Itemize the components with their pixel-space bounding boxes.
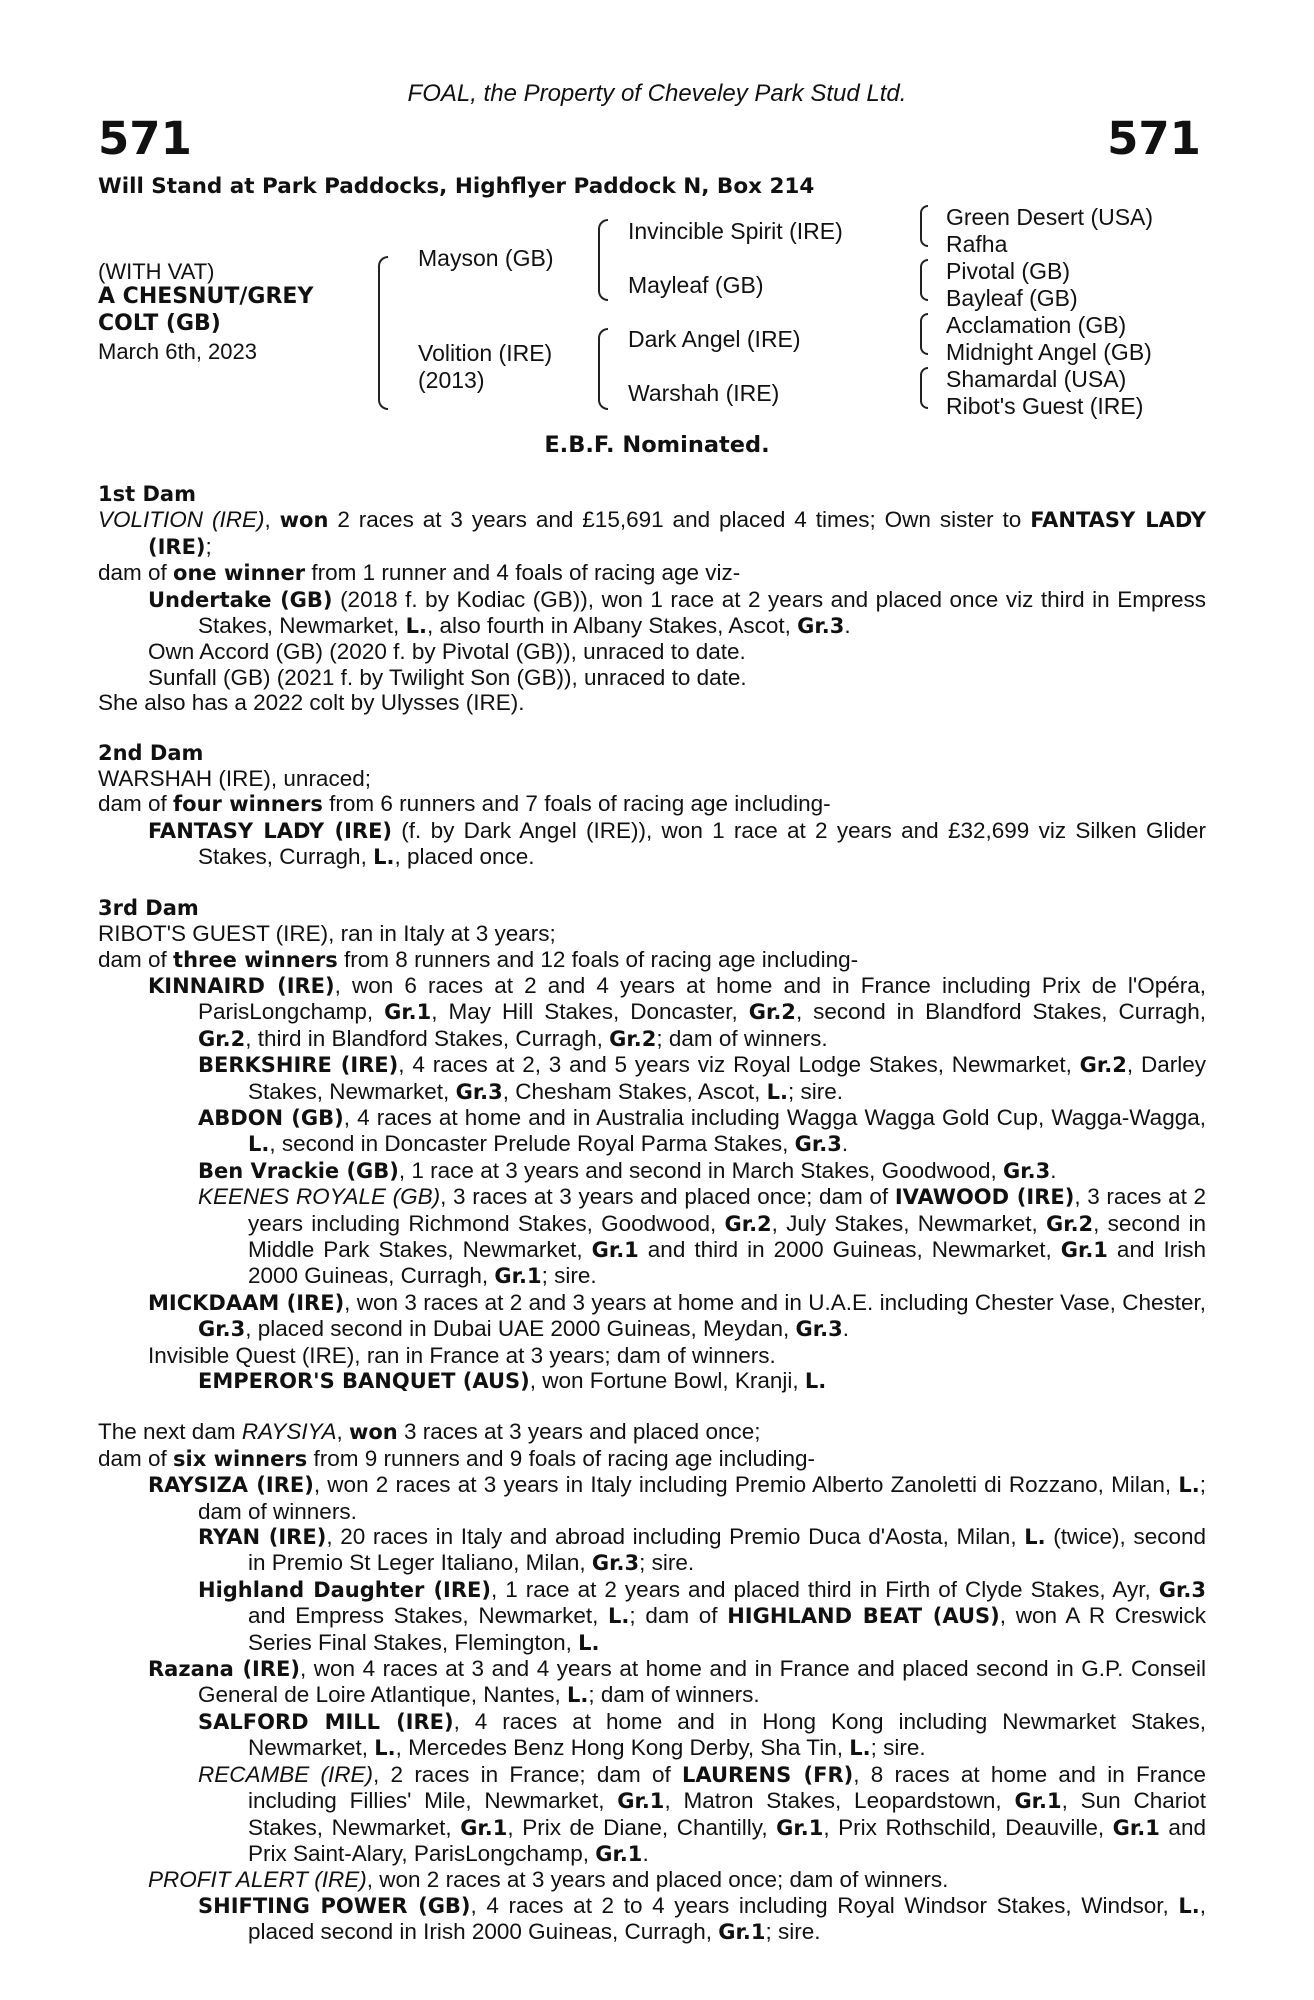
produce-note: She also has a 2022 colt by Ulysses (IRE). — [98, 690, 525, 716]
pedigree-gen3-7: Shamardal (USA) — [946, 366, 1127, 392]
text: , second in Blandford Stakes, Curragh, — [795, 999, 1206, 1025]
horse-name: EMPEROR'S BANQUET (AUS) — [198, 1369, 530, 1393]
first-dam-heading: 1st Dam — [98, 482, 196, 506]
grade: Gr.3 — [797, 614, 845, 639]
foal-sex-country: COLT (GB) — [98, 311, 221, 336]
produce-summary — [98, 947, 1206, 973]
grade: Gr.1 — [384, 1000, 432, 1025]
produce-entry — [98, 973, 1206, 1052]
text: ; dam of winners. — [588, 1682, 760, 1708]
pedigree-brace-g1 — [920, 205, 928, 247]
grade: Gr.1 — [595, 1841, 643, 1866]
text: , also fourth in Albany Stakes, Ascot, — [426, 613, 798, 639]
horse-name: KEENES ROYALE (GB) — [198, 1184, 441, 1210]
grade: Gr.2 — [1045, 1211, 1094, 1236]
horse-name: Ben Vrackie (GB) — [198, 1158, 399, 1183]
pedigree-brace-g2 — [920, 259, 928, 301]
grade: Gr.3 — [1003, 1158, 1051, 1183]
grade: Gr.2 — [748, 1000, 796, 1025]
pedigree-dam-sire: Dark Angel (IRE) — [628, 326, 801, 352]
horse-name: FANTASY LADY (IRE) — [148, 818, 393, 843]
text: , third in Blandford Stakes, Curragh, — [245, 1025, 610, 1051]
grade: L. — [1178, 1473, 1200, 1498]
grade: Gr.1 — [460, 1815, 508, 1840]
text: from 9 runners and 9 foals of racing age including- — [307, 1445, 815, 1471]
horse-name: IVAWOOD (IRE) — [894, 1185, 1075, 1210]
pedigree-gen3-8: Ribot's Guest (IRE) — [946, 393, 1144, 419]
produce-entry — [98, 1290, 1206, 1343]
produce-entry — [98, 1893, 1206, 1946]
produce-entry — [98, 587, 1206, 640]
text: ; dam of — [629, 1603, 728, 1629]
produce-entry — [98, 1762, 1206, 1868]
lot-number-left: 571 — [98, 112, 192, 165]
text: , July Stakes, Newmarket, — [771, 1210, 1046, 1236]
horse-name: KINNAIRD (IRE) — [148, 973, 335, 998]
produce-entry — [98, 1158, 1206, 1184]
text: , 4 races at home and in Australia including Wagga Wagga Gold Cup, Wagga-Wagga, — [343, 1104, 1206, 1130]
produce-entry — [98, 1524, 1206, 1577]
produce-entry: Own Accord (GB) (2020 f. by Pivotal (GB)), unraced to date. — [148, 639, 746, 665]
text: , won A R Creswick Series Final Stakes, Flemington, — [248, 1603, 1206, 1655]
text: dam of — [98, 946, 174, 972]
produce-entry — [98, 1052, 1206, 1105]
text: , placed second in Irish 2000 Guineas, Curragh, — [248, 1892, 1206, 1945]
text: , 1 race at 2 years and placed third in Firth of Clyde Stakes, Ayr, — [490, 1576, 1159, 1602]
text: , Darley Stakes, Newmarket, — [248, 1052, 1206, 1104]
pedigree-brace-main — [378, 256, 388, 410]
horse-name: Undertake (GB) — [148, 587, 333, 612]
produce-entry — [98, 1577, 1206, 1656]
text: , — [264, 507, 280, 533]
pedigree-brace-sire — [598, 219, 608, 301]
produce-summary — [98, 791, 1206, 817]
horse-name: SALFORD MILL (IRE) — [198, 1709, 454, 1734]
stand-location: Will Stand at Park Paddocks, Highflyer Paddock N, Box 214 — [98, 174, 815, 199]
second-dam-heading: 2nd Dam — [98, 740, 204, 765]
grade: Gr.1 — [718, 1920, 766, 1945]
horse-name: RAYSIZA (IRE) — [148, 1473, 314, 1498]
text: . — [642, 1840, 649, 1866]
grade: L. — [567, 1683, 589, 1708]
pedigree-brace-dam — [598, 328, 608, 410]
text: ; sire. — [788, 1078, 844, 1104]
grade: Gr.2 — [609, 1026, 657, 1051]
grade: Gr.1 — [591, 1237, 639, 1262]
text: , won 2 races at 3 years and placed once; dam of winners. — [366, 1867, 949, 1893]
winners-count: six winners — [173, 1446, 308, 1471]
produce-entry — [98, 1867, 1206, 1892]
text: ; dam of winners. — [656, 1025, 828, 1051]
catalogue-header: FOAL, the Property of Cheveley Park Stud Ltd. — [407, 80, 907, 107]
text: (twice), second in Premio St Leger Italiano, Milan, — [248, 1524, 1206, 1576]
produce-entry — [98, 1184, 1206, 1290]
text: , won 4 races at 3 and 4 years at home and in France and placed second in G.P. Conseil General de Loire Atlantique, Nantes, — [198, 1656, 1206, 1708]
produce-entry — [98, 1656, 1206, 1709]
grade: Gr.3 — [795, 1317, 843, 1342]
grade: Gr.3 — [455, 1079, 503, 1104]
text: , placed second in Dubai UAE 2000 Guineas, Meydan, — [245, 1316, 796, 1342]
pedigree-dam-dam: Warshah (IRE) — [628, 380, 780, 406]
text: (f. by Dark Angel (IRE)), won 1 race at 2 years and £32,699 viz Silken Glider Stakes, Curragh, — [198, 817, 1206, 870]
pedigree-gen3-4: Bayleaf (GB) — [946, 285, 1078, 311]
grade: L. — [608, 1604, 630, 1629]
text: , second in Doncaster Prelude Royal Parma Stakes, — [269, 1131, 795, 1157]
grade: L. — [804, 1369, 827, 1393]
third-dam-entry: RIBOT'S GUEST (IRE), ran in Italy at 3 years; — [98, 921, 556, 947]
pedigree-dam: Volition (IRE) — [418, 340, 553, 366]
pedigree-brace-g4 — [920, 367, 928, 409]
text: , 20 races in Italy and abroad including Premio Duca d'Aosta, Milan, — [326, 1524, 1025, 1550]
vat-note: (WITH VAT) — [98, 259, 215, 284]
grade: Gr.3 — [591, 1551, 640, 1576]
horse-name: MICKDAAM (IRE) — [148, 1290, 345, 1315]
text: . — [1050, 1157, 1057, 1183]
text: from 1 runner and 4 foals of racing age viz- — [305, 560, 741, 586]
grade: Gr.3 — [198, 1317, 246, 1342]
text: , Mercedes Benz Hong Kong Derby, Sha Tin, — [395, 1735, 850, 1761]
horse-name: RYAN (IRE) — [198, 1525, 327, 1550]
produce-entry — [98, 1368, 1206, 1394]
grade: Gr.1 — [1112, 1815, 1160, 1840]
grade: Gr.1 — [617, 1789, 665, 1814]
grade: Gr.2 — [198, 1026, 246, 1051]
grade: Gr.2 — [724, 1211, 772, 1236]
dam-name: VOLITION (IRE) — [98, 507, 265, 533]
horse-name: PROFIT ALERT (IRE) — [148, 1867, 367, 1893]
text: , placed once. — [394, 844, 535, 870]
text: . — [841, 1131, 849, 1157]
horse-name: ABDON (GB) — [198, 1105, 344, 1130]
lot-number-right: 571 — [1107, 112, 1201, 165]
text: , won 2 races at 3 years in Italy including Premio Alberto Zanoletti di Rozzano, Milan, — [313, 1472, 1179, 1498]
text: ; sire. — [765, 1919, 821, 1945]
text: , won 3 races at 2 and 3 years at home and in U.A.E. including Chester Vase, Chester, — [344, 1289, 1206, 1315]
produce-summary — [98, 560, 1206, 586]
text: , 2 races in France; dam of — [373, 1761, 682, 1787]
ebf-nominated: E.B.F. Nominated. — [544, 432, 770, 458]
text: dam of — [98, 560, 174, 586]
horse-name: Razana (IRE) — [148, 1657, 300, 1682]
text: , May Hill Stakes, Doncaster, — [431, 999, 749, 1025]
grade: L. — [374, 1736, 396, 1761]
text: , 8 races at home and in France including Fillies' Mile, Newmarket, — [248, 1761, 1207, 1814]
pedigree-dam-year: (2013) — [418, 367, 485, 393]
text: ; sire. — [639, 1550, 695, 1576]
pedigree-brace-g3 — [920, 313, 928, 355]
produce-entry — [98, 818, 1206, 871]
text: , Sun Chariot Stakes, Newmarket, — [248, 1788, 1206, 1840]
text: and third in 2000 Guineas, Newmarket, — [638, 1236, 1061, 1262]
text: . — [842, 1316, 850, 1342]
text: ; sire. — [870, 1735, 926, 1761]
produce-summary — [98, 1446, 1206, 1472]
text: from 8 runners and 12 foals of racing age including- — [337, 946, 859, 972]
pedigree-gen3-1: Green Desert (USA) — [946, 204, 1154, 230]
text: The next dam — [98, 1419, 242, 1445]
pedigree-gen3-5: Acclamation (GB) — [946, 312, 1127, 338]
text: , 4 races at 2, 3 and 5 years viz Royal Lodge Stakes, Newmarket, — [398, 1052, 1080, 1078]
foal-date: March 6th, 2023 — [98, 339, 257, 364]
grade: Gr.1 — [494, 1264, 542, 1289]
grade: L. — [578, 1630, 600, 1655]
text: , Chesham Stakes, Ascot, — [502, 1078, 767, 1104]
horse-name: Highland Daughter (IRE) — [198, 1577, 491, 1602]
text: 3 races at 3 years and placed once; — [397, 1419, 761, 1445]
grade: L. — [405, 614, 427, 639]
produce-entry: Sunfall (GB) (2021 f. by Twilight Son (GB)), unraced to date. — [148, 664, 747, 690]
grade: L. — [248, 1132, 270, 1157]
text: and Empress Stakes, Newmarket, — [248, 1603, 609, 1629]
horse-name: FANTASY LADY (IRE) — [148, 508, 1206, 559]
horse-name: HIGHLAND BEAT (AUS) — [727, 1604, 1000, 1629]
text: 2 races at 3 years and £15,691 and placed 4 times; Own sister to — [328, 507, 1031, 533]
foal-description: A CHESNUT/GREY — [98, 284, 314, 309]
grade: Gr.1 — [776, 1815, 824, 1840]
text: dam of — [98, 1445, 174, 1471]
winners-count: three winners — [173, 947, 338, 972]
pedigree-gen3-2: Rafha — [946, 231, 1008, 257]
pedigree-sire-dam: Mayleaf (GB) — [628, 272, 764, 298]
text: . — [844, 613, 851, 639]
grade: Gr.1 — [1060, 1237, 1108, 1262]
winners-count: one winner — [173, 561, 306, 586]
text: , — [336, 1419, 349, 1445]
text: and Prix Saint-Alary, ParisLongchamp, — [248, 1814, 1206, 1866]
next-dam-entry — [98, 1419, 1206, 1445]
text: , 4 races at 2 to 4 years including Royal Windsor Stakes, Windsor, — [470, 1892, 1179, 1918]
winners-count: four winners — [173, 792, 323, 817]
grade: Gr.2 — [1079, 1053, 1127, 1078]
text: ; — [205, 533, 212, 559]
grade: L. — [849, 1736, 871, 1761]
pedigree-sire: Mayson (GB) — [418, 245, 554, 271]
horse-name: SHIFTING POWER (GB) — [198, 1893, 471, 1918]
third-dam-heading: 3rd Dam — [98, 895, 199, 920]
pedigree-gen3-3: Pivotal (GB) — [946, 258, 1070, 284]
grade: L. — [1178, 1893, 1200, 1918]
text: , 3 races at 2 years including Richmond Stakes, Goodwood, — [248, 1184, 1207, 1236]
text: and Irish 2000 Guineas, Curragh, — [248, 1236, 1206, 1289]
text: from 6 runners and 7 foals of racing age including- — [322, 791, 831, 817]
produce-entry: Invisible Quest (IRE), ran in France at 3 years; dam of winners. — [148, 1342, 776, 1368]
text: , second in Middle Park Stakes, Newmarket, — [248, 1210, 1206, 1262]
text: , 4 races at home and in Hong Kong including Newmarket Stakes, Newmarket, — [248, 1708, 1206, 1761]
won-label: won — [348, 1420, 398, 1445]
pedigree-notes — [98, 482, 1206, 1946]
first-dam-entry — [98, 507, 1206, 560]
text: , Prix Rothschild, Deauville, — [823, 1814, 1113, 1840]
text: , 1 race at 3 years and second in March Stakes, Goodwood, — [398, 1157, 1003, 1183]
grade: Gr.3 — [794, 1132, 842, 1157]
text: dam of — [98, 791, 174, 817]
text: , 3 races at 3 years and placed once; dam of — [440, 1184, 895, 1210]
grade: Gr.1 — [1014, 1789, 1062, 1814]
horse-name: LAURENS (FR) — [681, 1762, 854, 1787]
text: , Matron Stakes, Leopardstown, — [664, 1788, 1015, 1814]
grade: L. — [373, 845, 395, 870]
produce-entry — [98, 1472, 1206, 1524]
grade: Gr.3 — [1158, 1577, 1206, 1602]
grade: L. — [766, 1079, 789, 1104]
second-dam-entry: WARSHAH (IRE), unraced; — [98, 766, 371, 792]
text: ; sire. — [541, 1263, 597, 1289]
text: (2018 f. by Kodiac (GB)), won 1 race at 2 years and placed once viz third in Empress Stakes, Newmarket, — [198, 586, 1206, 639]
text: , Prix de Diane, Chantilly, — [507, 1814, 777, 1840]
text: ; dam of winners. — [198, 1472, 1207, 1524]
text: , won Fortune Bowl, Kranji, — [529, 1368, 805, 1393]
horse-name: RECAMBE (IRE) — [198, 1761, 374, 1787]
text: , won 6 races at 2 and 4 years at home and in France including Prix de l'Opéra, ParisLongchamp, — [198, 972, 1206, 1025]
produce-entry — [98, 1709, 1206, 1762]
horse-name: BERKSHIRE (IRE) — [198, 1053, 399, 1078]
grade: L. — [1024, 1525, 1046, 1550]
won-label: won — [279, 508, 329, 533]
dam-name: RAYSIYA — [241, 1419, 337, 1445]
pedigree-sire-sire: Invincible Spirit (IRE) — [628, 218, 843, 244]
pedigree-gen3-6: Midnight Angel (GB) — [946, 339, 1152, 365]
produce-entry — [98, 1105, 1206, 1158]
